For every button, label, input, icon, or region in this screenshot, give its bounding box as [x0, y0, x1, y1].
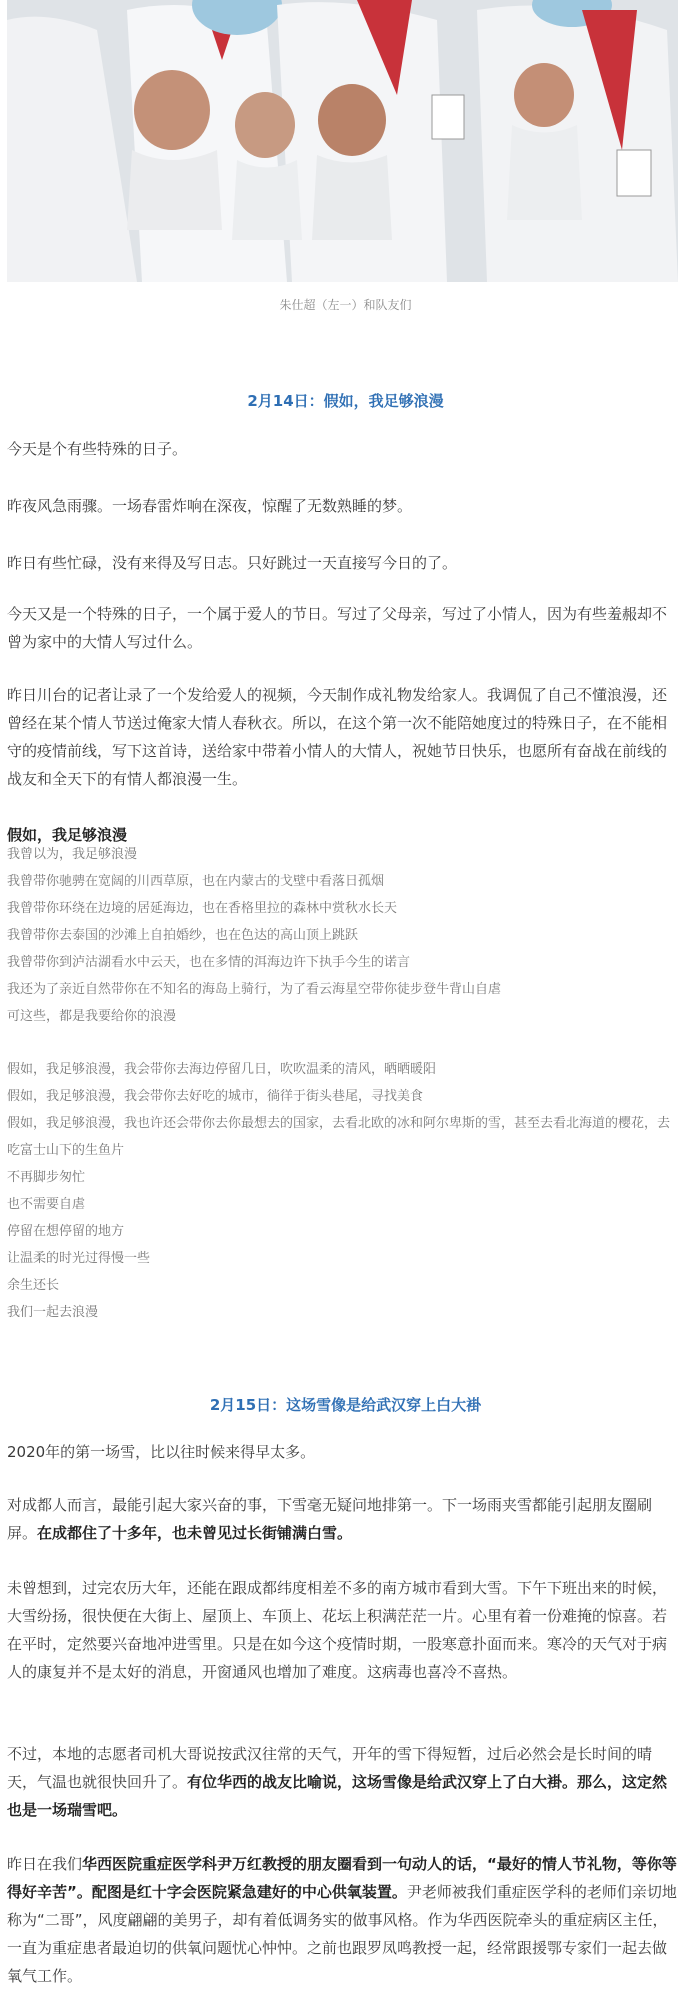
poem-line: 可这些，都是我要给你的浪漫: [7, 1009, 177, 1024]
poem-line: 假如，我足够浪漫，我也许还会带你去你最想去的国家，去看北欧的冰和阿尔卑斯的雪，甚至去看北海道的樱花，去吃富士山下的生鱼片: [7, 1116, 671, 1158]
poem-line: 不再脚步匆忙: [7, 1170, 86, 1185]
poem-line: 我还为了亲近自然带你在不知名的海岛上骑行，为了看云海星空带你徒步登牛背山自虐: [7, 982, 502, 997]
team-photo: [7, 0, 678, 282]
text-bold: 在成都住了十多年，也未曾见过长街铺满白雪。: [37, 1524, 353, 1542]
text-normal: 昨日在我们: [7, 1855, 83, 1873]
paragraph: 今天又是一个特殊的日子，一个属于爱人的节日。写过了父母亲，写过了小情人，因为有些羞赧却不曾为家中的大情人写过什么。: [7, 605, 668, 651]
paragraph: 今天是个有些特殊的日子。: [7, 440, 188, 458]
text-normal: 对成都人而言，最能引起大家兴奋的事，下雪毫无疑问地排第一。下一场雨夹雪都能引起朋友圈刷屏。: [7, 1496, 653, 1542]
section-heading-feb15: 2月15日：这场雪像是给武汉穿上白大褂: [209, 1396, 482, 1414]
poem-line: 假如，我足够浪漫，我会带你去海边停留几日，吹吹温柔的清风，晒晒暖阳: [7, 1062, 437, 1077]
text-bold: 有位华西的战友比喻说，这场雪像是给武汉穿上了白大褂。那么，这定然也是一场瑞雪吧。: [7, 1773, 668, 1819]
poem-line: 我曾带你去泰国的沙滩上自拍婚纱，也在色达的高山顶上跳跃: [7, 928, 359, 943]
poem-line: 停留在想停留的地方: [7, 1224, 125, 1239]
poem-stanza-2: [7, 1056, 679, 1326]
section-heading-feb14: 2月14日：假如，我足够浪漫: [247, 392, 444, 410]
paragraph: 昨夜风急雨骤。一场春雷炸响在深夜，惊醒了无数熟睡的梦。: [7, 497, 413, 515]
paragraph: [7, 1740, 679, 1824]
poem-line: 我曾带你驰骋在宽阔的川西草原，也在内蒙古的戈壁中看落日孤烟: [7, 874, 385, 889]
poem-line: 让温柔的时光过得慢一些: [7, 1251, 151, 1266]
paragraph: [7, 1491, 679, 1547]
text-bold: 华西医院重症医学科尹万红教授的朋友圈看到一句动人的话，“最好的情人节礼物，等你等得好辛苦”。配图是红十字会医院紧急建好的中心供氧装置。: [7, 1855, 677, 1901]
poem-line: 也不需要自虐: [7, 1197, 86, 1212]
text-normal: 尹老师被我们重症医学科的老师们亲切地称为“二哥”，风度翩翩的美男子，却有着低调务实的做事风格。作为华西医院牵头的重症病区主任，一直为重症患者最迫切的供氧问题忧心忡忡。之前也跟罗凤鸣教授一起，经常跟援鄂专家们一起去做氧气工作。: [7, 1883, 677, 1985]
poem-title: 假如，我足够浪漫: [7, 826, 128, 844]
paragraph: 2020年的第一场雪，比以往时候来得早太多。: [7, 1443, 316, 1461]
poem-line: 我曾以为，我足够浪漫: [7, 847, 138, 862]
poem-stanza-1: [7, 841, 679, 1030]
poem-line: 我们一起去浪漫: [7, 1305, 99, 1320]
paragraph: 昨日川台的记者让录了一个发给爱人的视频，今天制作成礼物发给家人。我调侃了自己不懂浪漫，还曾经在某个情人节送过俺家大情人春秋衣。所以，在这个第一次不能陪她度过的特殊日子，在不能相守的疫情前线，写下这首诗，送给家中带着小情人的大情人，祝她节日快乐，也愿所有奋战在前线的战友和全天下的有情人都浪漫一生。: [7, 686, 668, 788]
poem-line: 我曾带你环绕在边境的居延海边，也在香格里拉的森林中赏秋水长天: [7, 901, 398, 916]
paragraph: 未曾想到，过完农历大年，还能在跟成都纬度相差不多的南方城市看到大雪。下午下班出来的时候，大雪纷扬，很快便在大街上、屋顶上、车顶上、花坛上积满茫茫一片。心里有着一份难掩的惊喜。若在平时，定然要兴奋地冲进雪里。只是在如今这个疫情时期，一股寒意扑面而来。寒冷的天气对于病人的康复并不是太好的消息，开窗通风也增加了难度。这病毒也喜冷不喜热。: [7, 1579, 668, 1681]
poem-line: 假如，我足够浪漫，我会带你去好吃的城市，徜徉于街头巷尾，寻找美食: [7, 1089, 424, 1104]
poem-line: 余生还长: [7, 1278, 60, 1293]
paragraph: [7, 1850, 679, 1990]
photo-caption: 朱仕超（左一）和队友们: [279, 298, 412, 312]
text-normal: 不过，本地的志愿者司机大哥说按武汉往常的天气，开年的雪下得短暂，过后必然会是长时间的晴天，气温也就很快回升了。: [7, 1745, 653, 1791]
paragraph: 昨日有些忙碌，没有来得及写日志。只好跳过一天直接写今日的了。: [7, 554, 458, 572]
poem-line: 我曾带你到泸沽湖看水中云天，也在多情的洱海边许下执手今生的诺言: [7, 955, 411, 970]
